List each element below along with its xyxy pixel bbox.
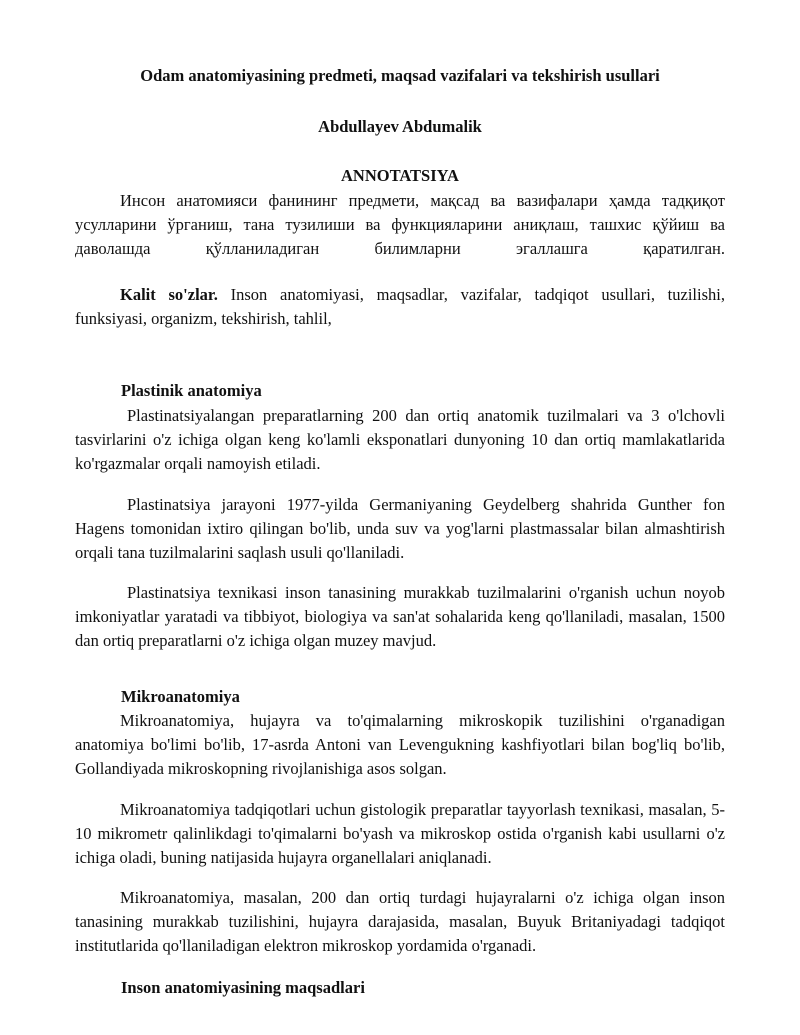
paragraph	[75, 493, 725, 565]
annotation-heading: ANNOTATSIYA	[341, 166, 459, 185]
paragraph	[75, 798, 725, 870]
author-name: Abdullayev Abdumalik	[318, 117, 482, 136]
keywords-label: Kalit so'zlar.	[120, 285, 218, 304]
paragraph-text: Mikroanatomiya tadqiqotlari uchun gistologik preparatlar tayyorlash texnikasi, masalan, 5-10 mikrometr qalinlikdagi to'qimalarni bo'yash va mikroskop ostida o'rganish kabi usullarni o'z ichiga oladi, buning natijasida hujayra organellalari aniqlanadi.	[75, 800, 725, 867]
section-heading-mikroanatomiya: Mikroanatomiya	[121, 687, 240, 706]
paragraph-text: Mikroanatomiya, masalan, 200 dan ortiq turdagi hujayralarni o'z ichiga olgan inson tanasining murakkab tuzilishini, hujayra darajasida, masalan, Buyuk Britaniyadagi tadqiqot institutlarida qo'llaniladigan elektron mikroskop yordamida o'rganadi.	[75, 888, 725, 955]
paragraph	[75, 709, 725, 781]
paragraph	[75, 404, 725, 476]
keywords-paragraph	[75, 283, 725, 331]
document-title: Odam anatomiyasining predmeti, maqsad vazifalari va tekshirish usullari	[140, 66, 660, 85]
paragraph-text: Plastinatsiya texnikasi inson tanasining murakkab tuzilmalarini o'rganish uchun noyob imkoniyatlar yaratadi va tibbiyot, biologiya va san'at sohalarida keng qo'llaniladi, masalan, 1500 dan ortiq preparatlarni o'z ichiga olgan muzey mavjud.	[75, 583, 725, 650]
paragraph-text: Plastinatsiyalangan preparatlarning 200 dan ortiq anatomik tuzilmalari va 3 o'lchovli tasvirlarini o'z ichiga olgan keng ko'lamli eksponatlari dunyoning 10 dan ortiq mamlakatlarida ko'rgazmalar orqali namoyish etiladi.	[75, 406, 725, 473]
keywords-text: Inson anatomiyasi, maqsadlar, vazifalar, tadqiqot usullari, tuzilishi, funksiyasi, organizm, tekshirish, tahlil,	[75, 285, 725, 328]
paragraph	[75, 886, 725, 958]
annotation-paragraph	[75, 189, 725, 261]
section-heading-plastinik: Plastinik anatomiya	[121, 381, 262, 400]
section-heading-maqsadlar: Inson anatomiyasining maqsadlari	[121, 978, 365, 997]
paragraph	[75, 581, 725, 653]
paragraph-text: Mikroanatomiya, hujayra va to'qimalarning mikroskopik tuzilishini o'rganadigan anatomiya bo'limi bo'lib, 17-asrda Antoni van Levengukning kashfiyotlari bilan bog'liq bo'lib, Gollandiyada mikroskopning rivojlanishiga asos solgan.	[75, 711, 725, 778]
annotation-text: Инсон анатомияси фанининг предмети, мақсад ва вазифалари ҳамда тадқиқот усулларини ўрганиш, тана тузилиши ва функцияларини аниқлаш, ташхис қўйиш ва даволашда қўлланиладиган билимларни эгаллашга қаратилган.	[75, 191, 725, 258]
paragraph-text: Plastinatsiya jarayoni 1977-yilda Germaniyaning Geydelberg shahrida Gunther fon Hagens tomonidan ixtiro qilingan bo'lib, unda suv va yog'larni plastmassalar bilan almashtirish orqali tana tuzilmalarini saqlash usuli qo'llaniladi.	[75, 495, 725, 562]
